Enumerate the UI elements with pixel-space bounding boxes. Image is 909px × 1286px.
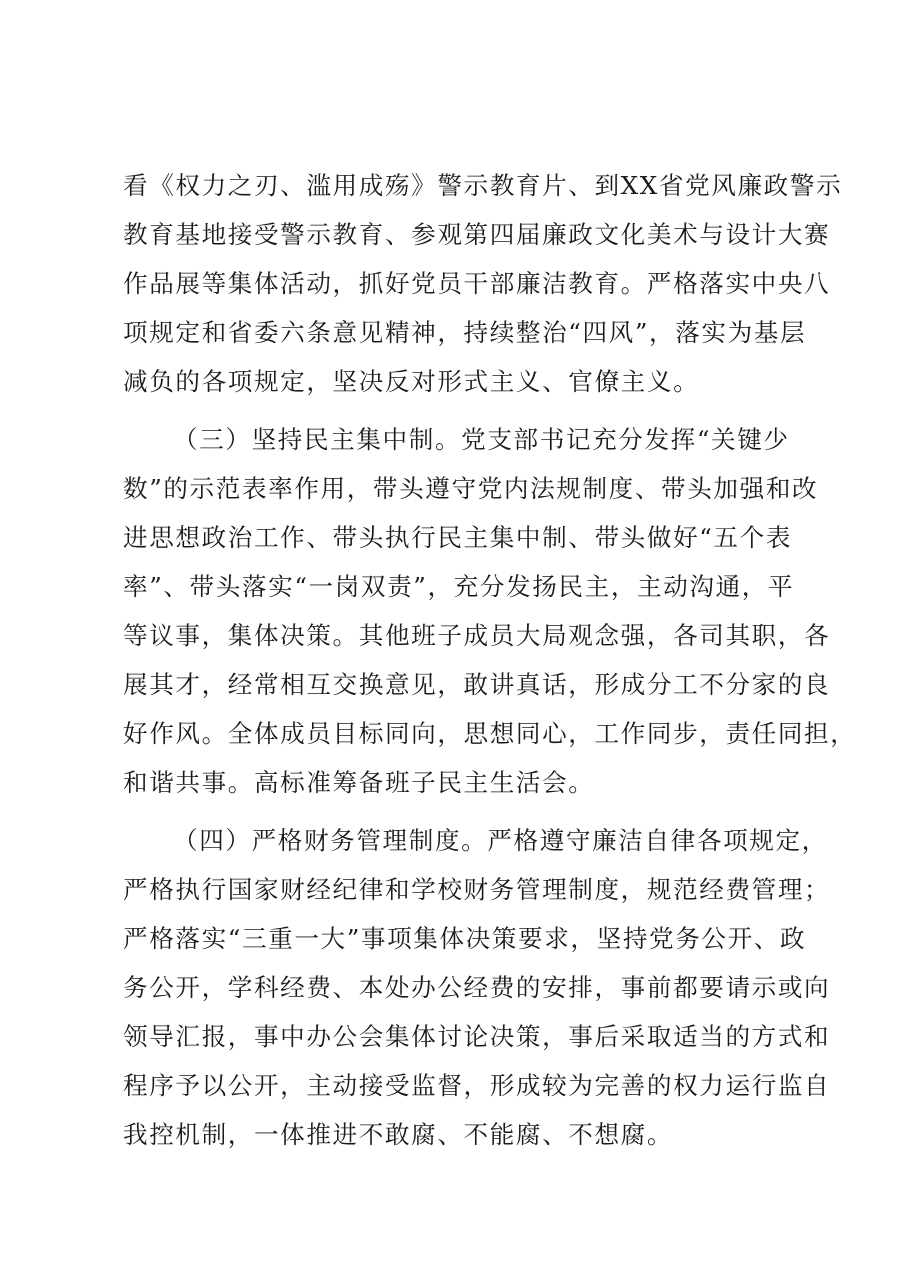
paragraph-spacer <box>123 413 803 422</box>
text-line: 严格落实“三重一大”事项集体决策要求，坚持党务公开、政 <box>123 924 807 953</box>
text-line: 程序予以公开，主动接受监督，形成较为完善的权力运行监自 <box>123 1071 831 1100</box>
text-line: （三）坚持民主集中制。党支部书记充分发挥“关键少 <box>173 425 790 454</box>
text-line: 严格执行国家财经纪律和学校财务管理制度，规范经费管理； <box>123 875 831 904</box>
document-body <box>123 168 857 1166</box>
text-line: 教育基地接受警示教育、参观第四届廉政文化美术与设计大赛 <box>123 220 831 249</box>
text-line: 看《权力之刃、滥用成殇》警示教育片、到XX省党风廉政警示 <box>123 171 843 200</box>
paragraph-warning-education <box>123 168 843 413</box>
text-line: 率”、带头落实“一岗双责”，充分发扬民主，主动沟通，平 <box>123 572 795 601</box>
text-line: 和谐共事。高标准筹备班子民主生活会。 <box>123 768 595 797</box>
text-line: 等议事，集体决策。其他班子成员大局观念强，各司其职，各 <box>123 621 831 650</box>
paragraph-democratic-centralism <box>123 422 857 814</box>
text-line: 减负的各项规定，坚决反对形式主义、官僚主义。 <box>123 367 700 396</box>
text-line: 务公开，学科经费、本处办公经费的安排，事前都要请示或向 <box>123 973 831 1002</box>
text-line: 我控机制，一体推进不敢腐、不能腐、不想腐。 <box>123 1120 674 1149</box>
text-line: 展其才，经常相互交换意见，敢讲真话，形成分工不分家的良 <box>123 670 831 699</box>
text-line: （四）严格财务管理制度。严格遵守廉洁自律各项规定， <box>173 826 828 855</box>
text-line: 好作风。全体成员目标同向，思想同心，工作同步，责任同担， <box>123 719 857 748</box>
text-line: 项规定和省委六条意见精神，持续整治“四风”，落实为基层 <box>123 318 807 347</box>
text-line: 进思想政治工作、带头执行民主集中制、带头做好“五个表 <box>123 523 793 552</box>
paragraph-financial-management <box>123 823 831 1166</box>
text-line: 领导汇报，事中办公会集体讨论决策，事后采取适当的方式和 <box>123 1022 831 1051</box>
paragraph-spacer <box>123 814 803 823</box>
text-line: 数”的示范表率作用，带头遵守党内法规制度、带头加强和改 <box>123 474 819 503</box>
text-line: 作品展等集体活动，抓好党员干部廉洁教育。严格落实中央八 <box>123 269 831 298</box>
